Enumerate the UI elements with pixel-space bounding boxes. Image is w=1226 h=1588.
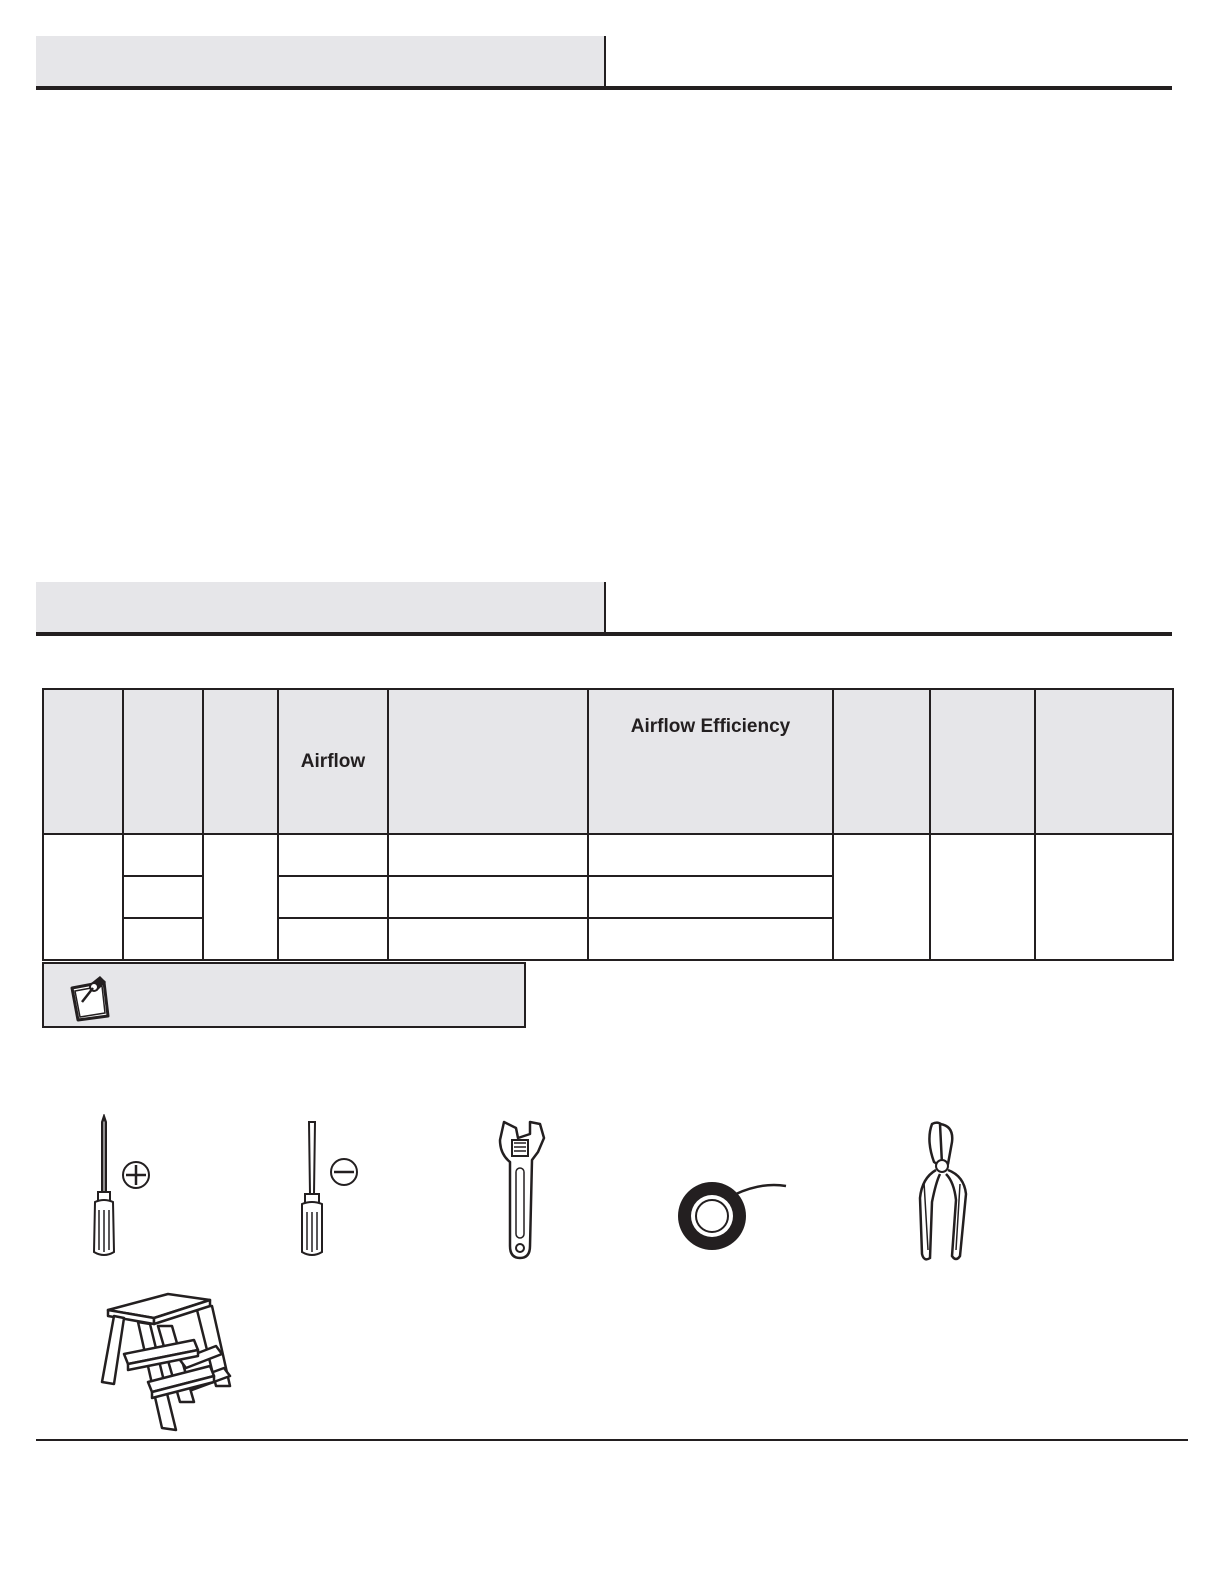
section-title-band [36, 582, 606, 632]
wire-cutter-pliers-icon [910, 1118, 980, 1264]
table-cell [1035, 834, 1173, 960]
table-cell [43, 834, 123, 960]
phillips-screwdriver-icon [86, 1114, 166, 1258]
table-cell [203, 834, 278, 960]
table-cell [588, 876, 833, 918]
table-cell [123, 918, 203, 960]
table-header-row [43, 689, 1173, 834]
note-pin-icon [66, 972, 116, 1022]
table-cell [388, 918, 588, 960]
table-row [43, 834, 1173, 876]
table-header-cell [123, 689, 203, 834]
table-header-cell [43, 689, 123, 834]
table-cell [588, 834, 833, 876]
table-header-cell [833, 689, 930, 834]
table-cell [388, 876, 588, 918]
flathead-screwdriver-icon [294, 1120, 374, 1258]
electrical-tape-icon [676, 1180, 788, 1252]
table-header-airflow-efficiency: Airflow Efficiency [588, 689, 833, 834]
table-cell [278, 918, 388, 960]
table-header-cell [203, 689, 278, 834]
table-cell [833, 834, 930, 960]
table-header-cell [1035, 689, 1173, 834]
table-cell [123, 834, 203, 876]
specifications-table [42, 688, 1174, 961]
note-box [42, 962, 526, 1028]
section-title-band [36, 36, 606, 86]
section-rule [36, 632, 1172, 636]
table-header-cell [388, 689, 588, 834]
adjustable-wrench-icon [496, 1118, 556, 1260]
table-cell [588, 918, 833, 960]
table-cell [123, 876, 203, 918]
step-ladder-icon [98, 1286, 238, 1434]
table-header-cell [930, 689, 1035, 834]
footer-rule [36, 1439, 1188, 1441]
table-cell [388, 834, 588, 876]
section-rule [36, 86, 1172, 90]
table-header-airflow: Airflow [278, 689, 388, 834]
table-cell [278, 834, 388, 876]
table-cell [930, 834, 1035, 960]
table-cell [278, 876, 388, 918]
